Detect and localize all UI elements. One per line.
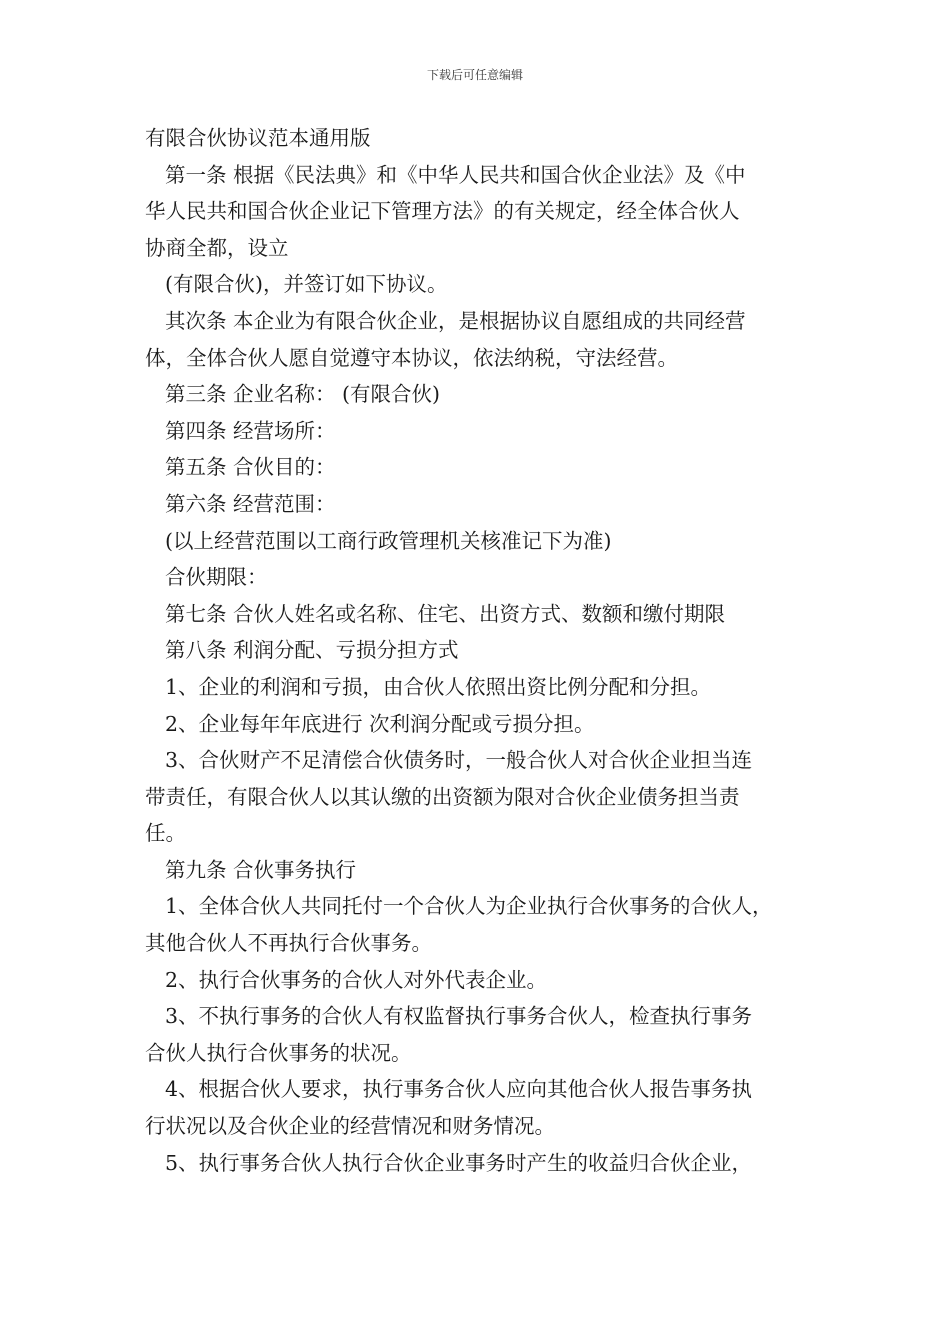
document-line: 第六条 经营范围： — [165, 491, 336, 516]
document-line: 行状况以及合伙企业的经营情况和财务情况。 — [145, 1114, 555, 1139]
document-line: 3、不执行事务的合伙人有权监督执行事务合伙人，检查执行事务 — [165, 1004, 753, 1029]
document-line: 第一条 根据《民法典》和《中华人民共和国合伙企业法》及《中 — [165, 162, 746, 187]
document-line: 带责任，有限合伙人以其认缴的出资额为限对合伙企业债务担当责 — [145, 784, 740, 809]
document-line: (以上经营范围以工商行政管理机关核准记下为准) — [165, 528, 612, 553]
document-line: 第三条 企业名称： (有限合伙) — [165, 382, 441, 407]
page-header: 下载后可任意编辑 — [426, 68, 523, 82]
document-line: 1、全体合伙人共同托付一个合伙人为企业执行合伙事务的合伙人， — [165, 894, 773, 919]
document-line: 协商全都，设立 — [145, 235, 289, 260]
document-line: 3、合伙财产不足清偿合伙债务时，一般合伙人对合伙企业担当连 — [165, 748, 753, 773]
document-line: 2、企业每年年底进行 次利润分配或亏损分担。 — [165, 711, 595, 736]
document-line: 合伙期限： — [165, 565, 268, 590]
document-body — [145, 120, 825, 1181]
document-line: 4、根据合伙人要求，执行事务合伙人应向其他合伙人报告事务执 — [165, 1077, 753, 1102]
document-line: 第五条 合伙目的： — [165, 455, 336, 480]
document-line: 第八条 利润分配、亏损分担方式 — [165, 638, 459, 663]
document-line: 合伙人执行合伙事务的状况。 — [145, 1040, 412, 1065]
document-line: 第七条 合伙人姓名或名称、住宅、出资方式、数额和缴付期限 — [165, 601, 726, 626]
document-line: 第四条 经营场所： — [165, 418, 336, 443]
document-line: 2、执行合伙事务的合伙人对外代表企业。 — [165, 967, 548, 992]
document-line: 华人民共和国合伙企业记下管理方法》的有关规定，经全体合伙人 — [145, 199, 740, 224]
document-line: 其次条 本企业为有限合伙企业，是根据协议自愿组成的共同经营 — [165, 308, 746, 333]
document-line: 任。 — [145, 821, 186, 846]
document-line: 第九条 合伙事务执行 — [165, 857, 357, 882]
document-title: 有限合伙协议范本通用版 — [145, 126, 371, 150]
document-line: 1、企业的利润和亏损，由合伙人依照出资比例分配和分担。 — [165, 674, 712, 699]
document-line: 5、执行事务合伙人执行合伙企业事务时产生的收益归合伙企业， — [165, 1150, 753, 1175]
document-line: 其他合伙人不再执行合伙事务。 — [145, 931, 432, 956]
document-line: 体，全体合伙人愿自觉遵守本协议，依法纳税，守法经营。 — [145, 345, 678, 370]
document-line: (有限合伙)，并签订如下协议。 — [165, 272, 448, 297]
